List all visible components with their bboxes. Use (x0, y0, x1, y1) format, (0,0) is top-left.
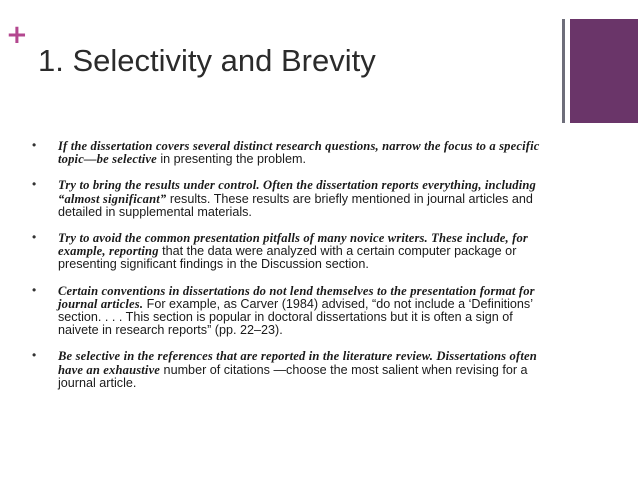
bullet-dot-icon: • (32, 348, 37, 363)
bullet-emphasis: Try to avoid the common presentation pitfalls of many novice writers. These include, for example, reporting (58, 231, 528, 259)
bullet-dot-icon: • (32, 282, 37, 297)
bullet-text: number of citations —choose the most salient when revising for a journal article. (58, 362, 528, 390)
bullet-item (32, 282, 552, 338)
bullet-emphasis: If the dissertation covers several distinct research questions, narrow the focus to a specific topic—be selective (58, 139, 540, 167)
bullet-dot-icon: • (32, 230, 37, 245)
bullet-text: that the data were analyzed with a certain computer package or presenting significant findings in the Discussion section. (58, 244, 517, 272)
slide-title: 1. Selectivity and Brevity (38, 43, 376, 78)
bullet-item (32, 179, 552, 219)
bullet-text: results. These results are briefly mentioned in journal articles and detailed in supplemental materials. (58, 191, 533, 219)
bullet-list (32, 140, 552, 403)
bullet-item (32, 140, 552, 166)
bullet-text: For example, as Carver (1984) advised, “do not include a ‘Definitions’ section. . . . This section is popular in doctoral dissertations but it is often a sign of naivete in research reports” (pp. 22–23). (58, 296, 533, 338)
bullet-item (32, 350, 552, 390)
accent-bar-thick (570, 19, 638, 123)
bullet-dot-icon: • (32, 138, 37, 152)
plus-icon: + (6, 20, 28, 50)
bullet-emphasis: Certain conventions in dissertations do not lend themselves to the presentation format for journal articles. (58, 283, 535, 311)
bullet-dot-icon: • (32, 177, 37, 192)
bullet-item (32, 232, 552, 272)
accent-bar-thin (562, 19, 565, 123)
bullet-emphasis: Try to bring the results under control. Often the dissertation reports everything, including “almost significant” (58, 178, 536, 206)
bullet-text: in presenting the problem. (156, 152, 306, 167)
bullet-emphasis: Be selective in the references that are reported in the literature review. Dissertations often have an exhaustive (58, 349, 537, 377)
